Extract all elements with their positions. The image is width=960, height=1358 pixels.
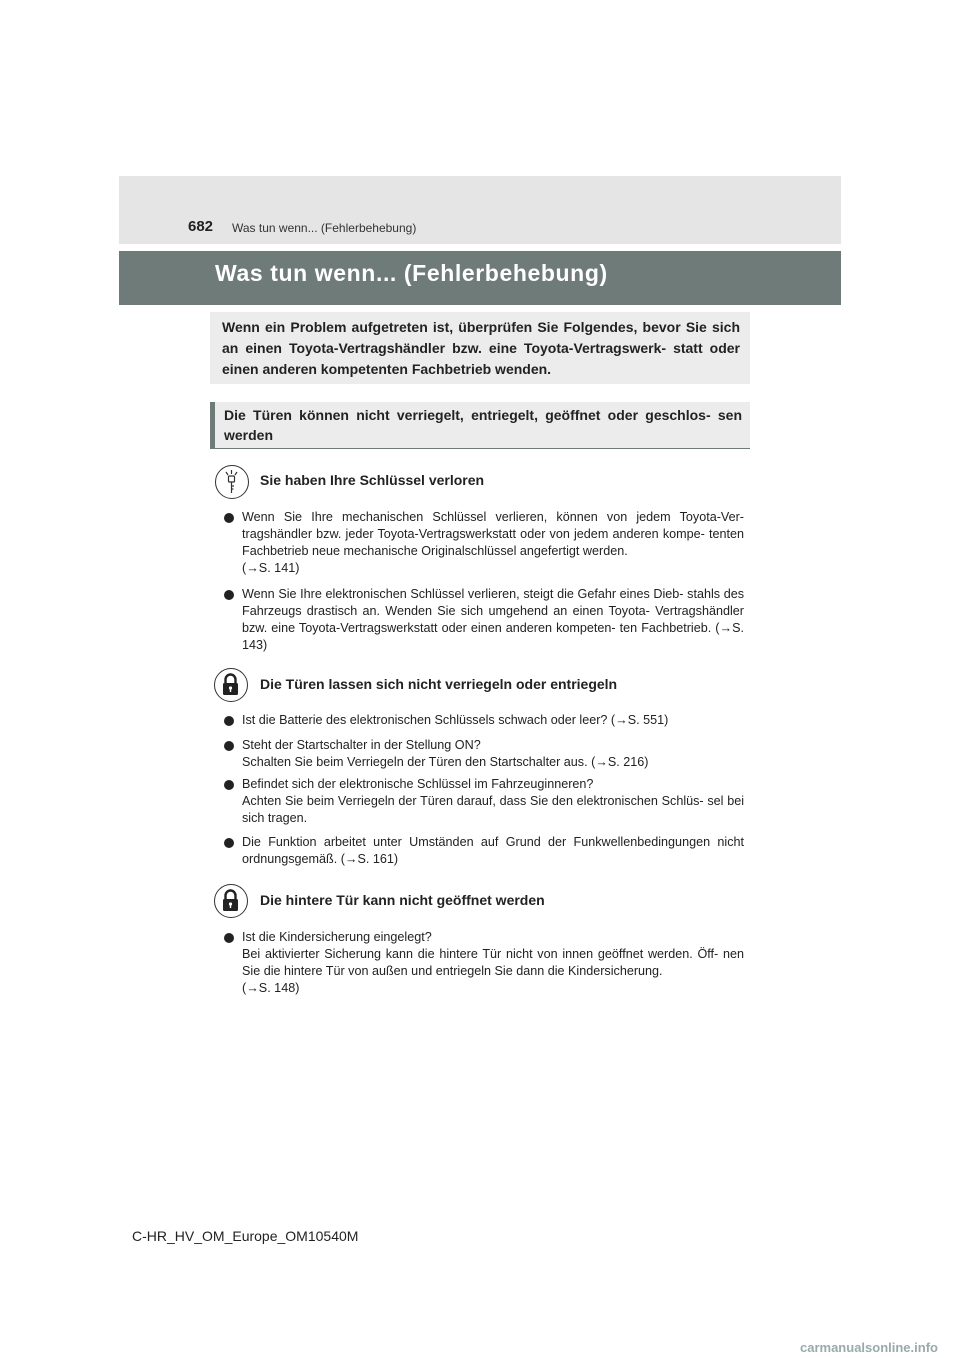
list-item: Ist die Batterie des elektronischen Schlüssels schwach oder leer? (→S. 551): [222, 712, 744, 729]
watermark: carmanualsonline.info: [800, 1340, 938, 1355]
list-item: Wenn Sie Ihre elektronischen Schlüssel verlieren, steigt die Gefahr eines Dieb- stahls des Fahrzeugs drastisch an. Wenden Sie sich umgehend an einen Toyota- Vertragshändler bzw. eine Toyota-Vertragswerkstatt oder einen anderen kompeten- ten Fachbetrieb. (→S. 143): [222, 586, 744, 654]
running-head: Was tun wenn... (Fehlerbehebung): [232, 221, 417, 235]
lock-icon: [214, 668, 248, 702]
lock-icon: [214, 884, 248, 918]
bullet-dot: [224, 513, 234, 523]
page-title: Was tun wenn... (Fehlerbehebung): [215, 260, 608, 286]
list-item: Befindet sich der elektronische Schlüssel im Fahrzeuginneren? Achten Sie beim Verriegeln der Türen darauf, dass Sie den elektronischen Schlüs- sel bei sich tragen.: [222, 776, 744, 827]
list-item: Die Funktion arbeitet unter Umständen auf Grund der Funkwellenbedingungen nicht ordnungsgemäß. (→S. 161): [222, 834, 744, 868]
bullet-dot: [224, 933, 234, 943]
title-band: [119, 251, 841, 305]
list-item: Ist die Kindersicherung eingelegt? Bei aktivierter Sicherung kann die hintere Tür nicht von innen geöffnet werden. Öff- nen Sie die hintere Tür von außen und entriegeln Sie dann die Kindersicherung. (→S. 148): [222, 929, 744, 997]
subsection-heading: Die Türen lassen sich nicht verriegeln oder entriegeln: [260, 676, 618, 692]
list-item: Wenn Sie Ihre mechanischen Schlüssel verlieren, können von jedem Toyota-Ver- tragshändler bzw. jeder Toyota-Vertragswerkstatt oder von jedem anderen kompe- tenten Fachbetrieb neue mechanische Originalschlüssel angefertigt werden. (→S. 141): [222, 509, 744, 577]
header-band: [119, 176, 841, 244]
bullet-dot: [224, 590, 234, 600]
page-number: 682: [188, 218, 214, 235]
key-icon: [215, 465, 249, 499]
bullet-dot: [224, 780, 234, 790]
bullet-dot: [224, 741, 234, 751]
subsection-heading: Die hintere Tür kann nicht geöffnet werden: [260, 892, 545, 908]
intro-box: Wenn ein Problem aufgetreten ist, überprüfen Sie Folgendes, bevor Sie sich an einen Toyota-Vertragshändler bzw. eine Toyota-Vertragswerk- statt oder einen anderen kompetenten Fachbetrieb wenden.: [210, 312, 750, 384]
bullet-dot: [224, 838, 234, 848]
subsection-heading: Sie haben Ihre Schlüssel verloren: [260, 472, 485, 488]
footer-code: C-HR_HV_OM_Europe_OM10540M: [132, 1228, 359, 1244]
bullet-dot: [224, 716, 234, 726]
list-item: Steht der Startschalter in der Stellung ON? Schalten Sie beim Verriegeln der Türen den Startschalter aus. (→S. 216): [222, 737, 744, 771]
section-heading: Die Türen können nicht verriegelt, entriegelt, geöffnet oder geschlos- sen werden: [210, 402, 750, 449]
